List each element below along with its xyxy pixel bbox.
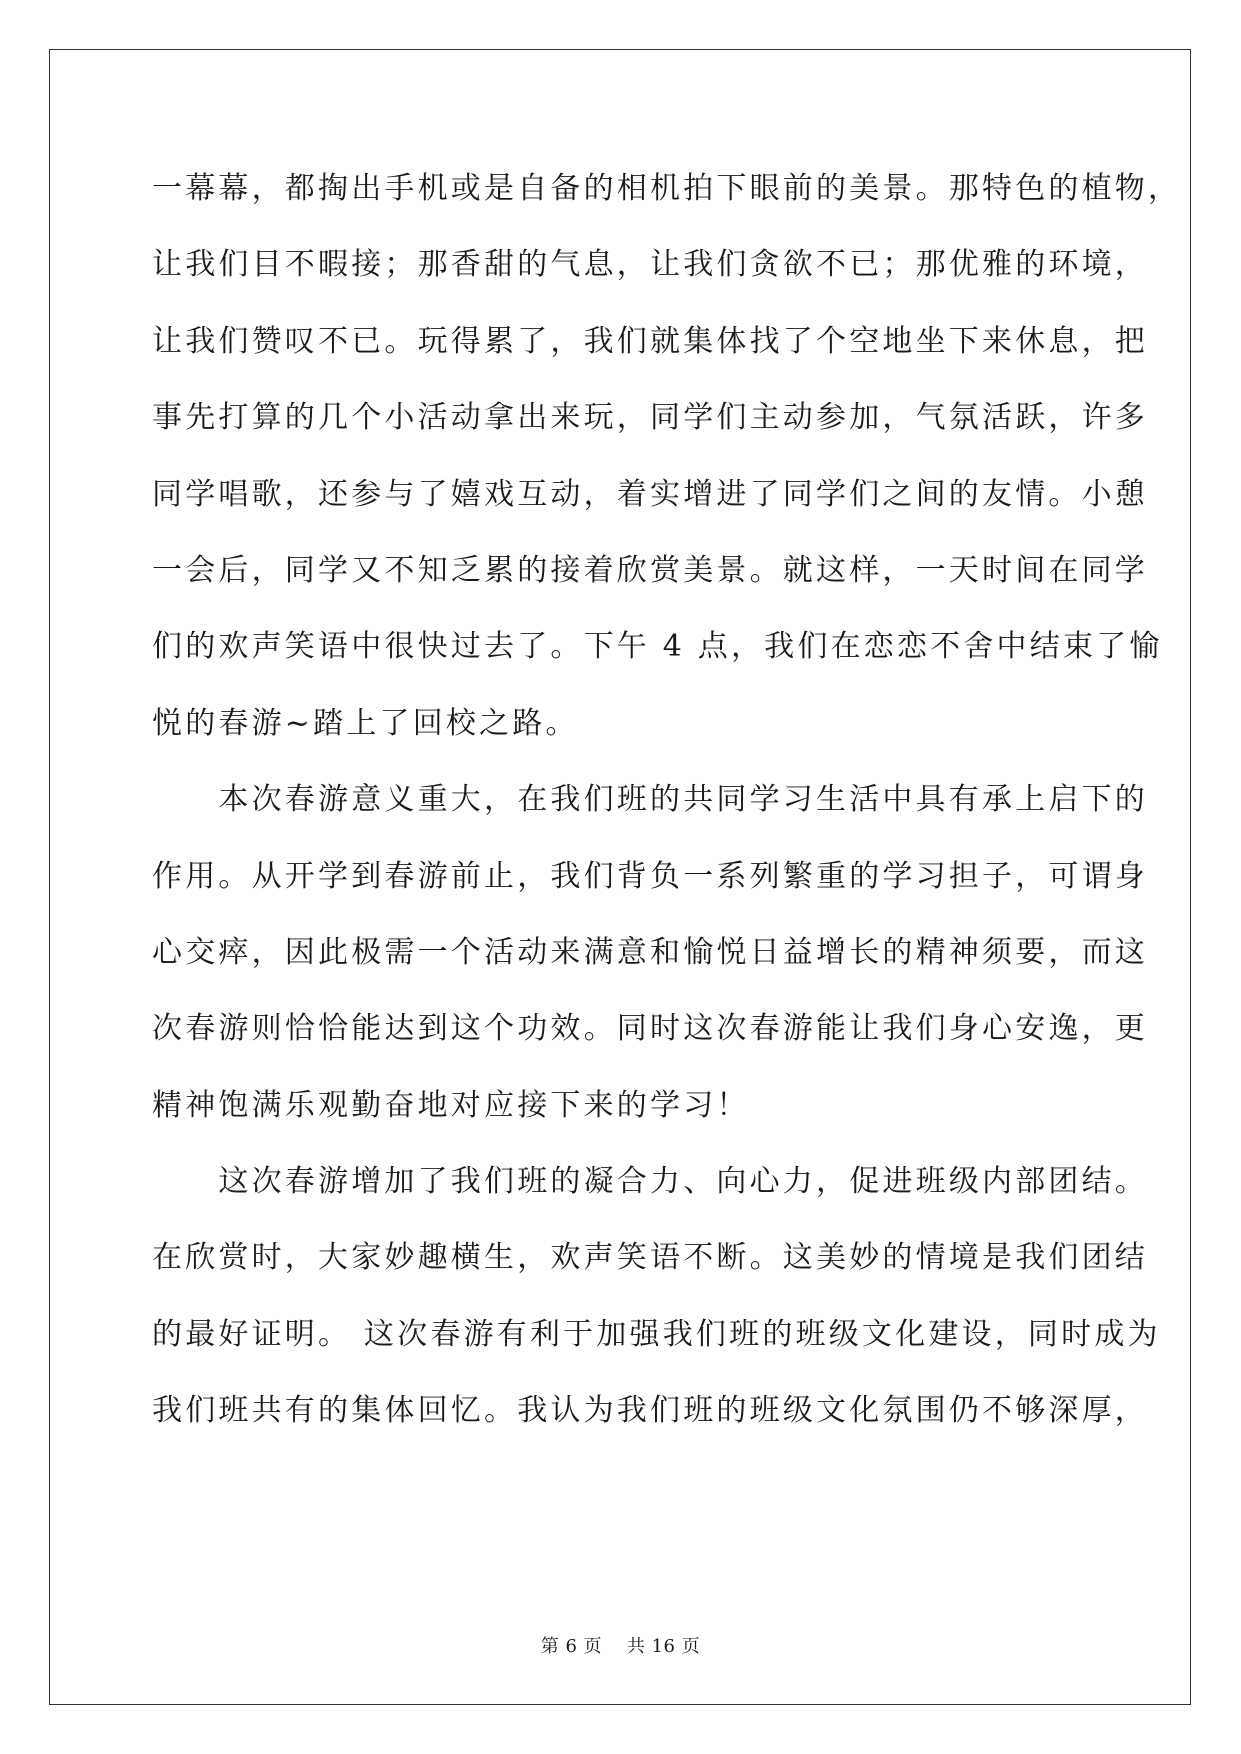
text-line: 同学唱歌，还参与了嬉戏互动，着实增进了同学们之间的友情。小憩 [152,476,1148,512]
text-line: 次春游则恰恰能达到这个功效。同时这次春游能让我们身心安逸，更 [152,1011,1148,1047]
text-line: 让我们赞叹不已。玩得累了，我们就集体找了个空地坐下来休息，把 [152,323,1148,359]
text-line: 作用。从开学到春游前止，我们背负一系列繁重的学习担子，可谓身 [152,858,1148,894]
text-line: 本次春游意义重大，在我们班的共同学习生活中具有承上启下的 [152,782,1148,818]
page-footer: 第 6 页 共 16 页 [540,1636,701,1657]
text-line: 在欣赏时，大家妙趣横生，欢声笑语不断。这美妙的情境是我们团结 [152,1240,1148,1276]
text-line: 事先打算的几个小活动拿出来玩，同学们主动参加，气氛活跃，许多 [152,400,1148,436]
text-line: 的最好证明。 这次春游有利于加强我们班的班级文化建设，同时成为 [152,1316,1161,1352]
text-line: 们的欢声笑语中很快过去了。下午 4 点，我们在恋恋不舍中结束了愉 [152,629,1163,665]
text-line: 一幕幕，都掏出手机或是自备的相机拍下眼前的美景。那特色的植物， [152,171,1182,206]
document-body [152,164,1182,1463]
text-line: 心交瘁，因此极需一个活动来满意和愉悦日益增长的精神须要，而这 [152,934,1148,970]
text-line: 悦的春游~踏上了回校之路。 [152,705,579,741]
text-line: 我们班共有的集体回忆。我认为我们班的班级文化氛围仍不够深厚， [152,1393,1148,1429]
text-line: 让我们目不暇接；那香甜的气息，让我们贪欲不已；那优雅的环境， [152,247,1148,283]
text-line: 一会后，同学又不知乏累的接着欣赏美景。就这样，一天时间在同学 [152,552,1148,588]
text-line: 精神饱满乐观勤奋地对应接下来的学习！ [152,1087,750,1123]
text-line: 这次春游增加了我们班的凝合力、向心力，促进班级内部团结。 [152,1164,1148,1200]
